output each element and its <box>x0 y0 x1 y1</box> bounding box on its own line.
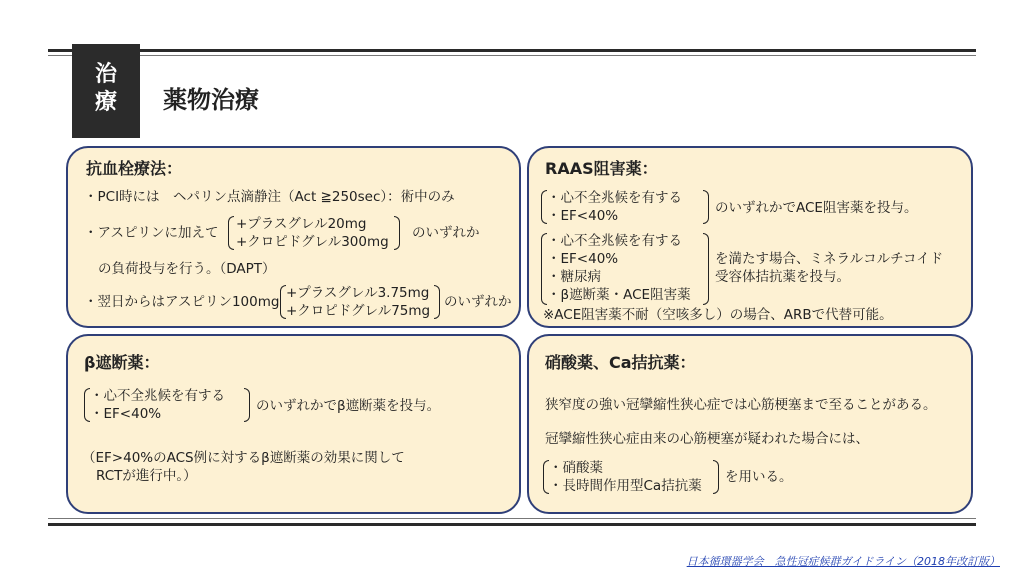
raas-g2-item-heart-failure: ・心不全兆候を有する <box>547 233 682 249</box>
maintenance-option-prasugrel: +プラスグレル3.75mg <box>286 285 430 301</box>
either-text-2: のいずれか <box>444 294 512 310</box>
raas-g2-result-line1: を満たす場合、ミネラルコルチコイド <box>715 251 944 267</box>
bracket-left <box>228 216 234 250</box>
nitrate-line1: 狭窄度の強い冠攣縮性狭心症では心筋梗塞まで至ることがある。 <box>545 397 937 413</box>
nitrate-item: ・硝酸薬 <box>549 460 603 476</box>
bracket-right <box>703 190 709 224</box>
pci-heparin-text: ・PCI時には ヘパリン点滴静注（Act ≧250sec）：術中のみ <box>84 189 455 205</box>
bracket-right <box>703 233 709 305</box>
beta-note-line1: （EF>40%のACS例に対するβ遮断薬の効果に関して <box>82 450 405 466</box>
either-text-1: のいずれか <box>412 225 480 241</box>
raas-g2-item-diabetes: ・糖尿病 <box>547 269 601 285</box>
loading-option-clopidogrel: +クロピドグレル300mg <box>236 234 389 250</box>
page-title: 薬物治療 <box>163 86 259 114</box>
nitrate-ca-title: 硝酸薬、Ca拮抗薬： <box>545 353 696 372</box>
chapter-char-2: 療 <box>94 90 117 115</box>
bracket-right <box>713 460 719 494</box>
raas-g2-item-ef: ・EF<40% <box>547 251 619 267</box>
raas-g1-result: のいずれかでACE阻害薬を投与。 <box>715 200 918 216</box>
nitrate-line2: 冠攣縮性狭心症由来の心筋梗塞が疑われた場合には、 <box>545 431 869 447</box>
nitrate-result: を用いる。 <box>725 469 793 485</box>
top-rule-thin <box>48 55 976 56</box>
nextday-aspirin-text: ・翌日からはアスピリン100mg <box>84 294 280 310</box>
bracket-right <box>434 285 440 319</box>
maintenance-option-clopidogrel: +クロピドグレル75mg <box>286 303 431 319</box>
beta-result: のいずれかでβ遮断薬を投与。 <box>256 398 441 414</box>
nitrate-ca-card <box>527 334 973 514</box>
beta-item-ef: ・EF<40% <box>90 406 162 422</box>
loading-dose-text: の負荷投与を行う。（DAPT） <box>98 261 276 277</box>
raas-g1-item-heart-failure: ・心不全兆候を有する <box>547 190 682 206</box>
bottom-rule <box>48 523 976 526</box>
beta-blocker-title: β遮断薬： <box>84 353 160 372</box>
raas-title: RAAS阻害薬： <box>545 159 658 178</box>
bracket-right <box>244 388 250 422</box>
ca-blocker-item: ・長時間作用型Ca拮抗薬 <box>549 478 702 494</box>
footer-source-link[interactable]: 日本循環器学会 急性冠症候群ガイドライン（2018年改訂版） <box>686 555 1000 568</box>
beta-note-line2: RCTが進行中。） <box>96 468 197 484</box>
bottom-rule-thin <box>48 518 976 519</box>
top-rule <box>48 49 976 52</box>
loading-option-prasugrel: +プラスグレル20mg <box>236 216 367 232</box>
raas-g1-item-ef: ・EF<40% <box>547 208 619 224</box>
bracket-right <box>394 216 400 250</box>
chapter-char-1: 治 <box>94 62 117 87</box>
aspirin-prefix-text: ・アスピリンに加えて <box>84 225 219 241</box>
raas-card <box>527 146 973 328</box>
beta-blocker-card <box>66 334 521 514</box>
raas-g2-result-line2: 受容体拮抗薬を投与。 <box>715 269 850 285</box>
beta-item-heart-failure: ・心不全兆候を有する <box>90 388 225 404</box>
raas-note: ※ACE阻害薬不耐（空咳多し）の場合、ARBで代替可能。 <box>543 307 893 323</box>
antithrombotic-card <box>66 146 521 328</box>
raas-g2-item-beta-ace: ・β遮断薬・ACE阻害薬 <box>547 287 691 303</box>
chapter-badge <box>72 44 140 138</box>
antithrombotic-title: 抗血栓療法： <box>86 159 183 178</box>
